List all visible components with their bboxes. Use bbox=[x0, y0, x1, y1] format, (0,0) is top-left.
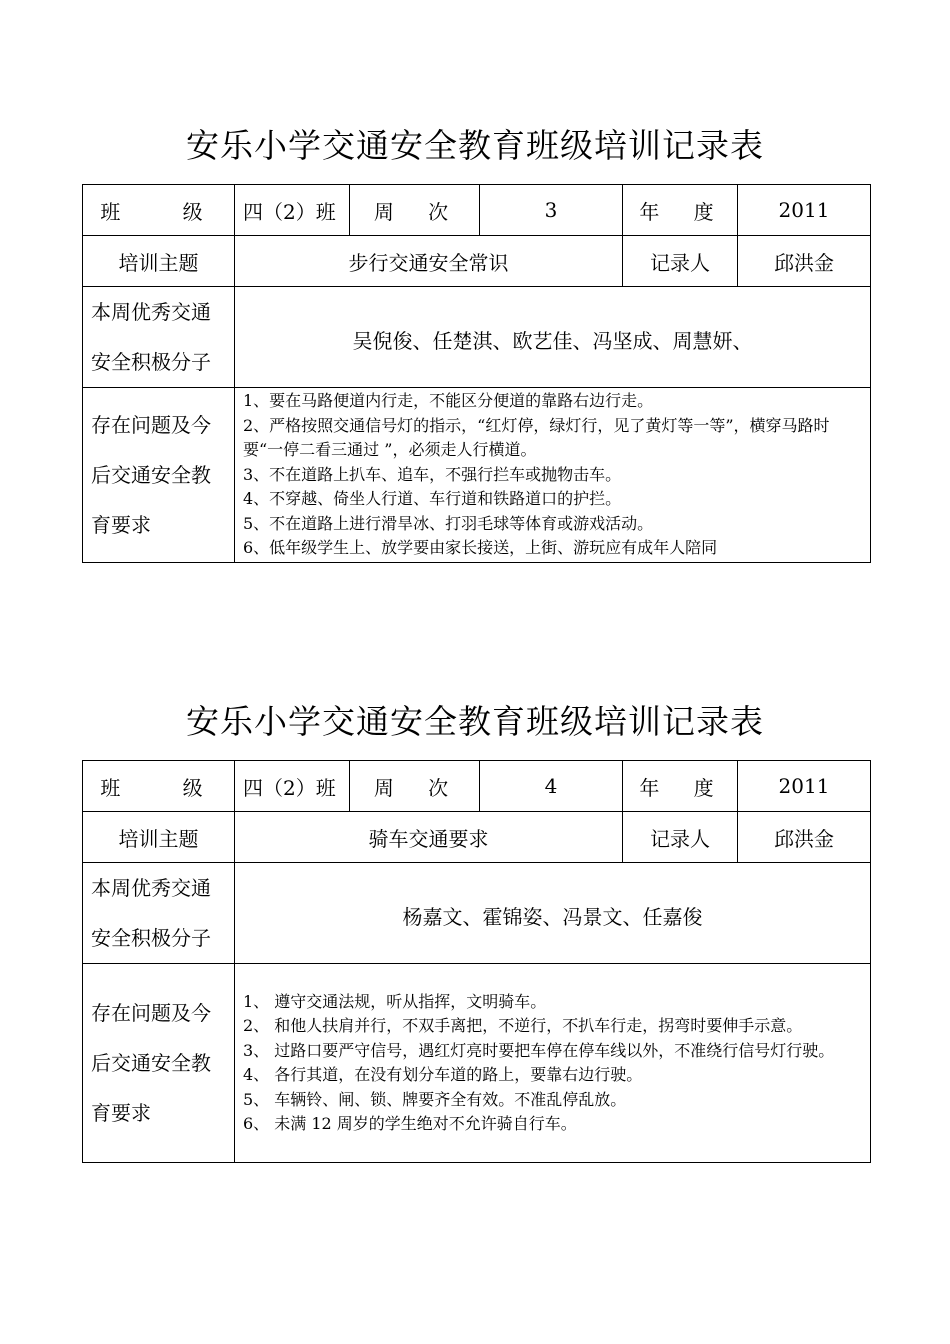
week-value: 3 bbox=[480, 185, 623, 236]
topic-label: 培训主题 bbox=[83, 812, 235, 863]
year-label: 年 度 bbox=[623, 761, 738, 812]
recorder-label: 记录人 bbox=[623, 236, 738, 287]
class-label: 班 级 bbox=[83, 761, 235, 812]
requirements-label-line-3: 育要求 bbox=[91, 1101, 151, 1125]
requirement-item: 5、不在道路上进行滑旱冰、打羽毛球等体育或游戏活动。 bbox=[243, 513, 654, 533]
class-value: 四（2）班 bbox=[235, 185, 350, 236]
year-label: 年 度 bbox=[623, 185, 738, 236]
requirements-label-line-2: 后交通安全教 bbox=[91, 1051, 211, 1075]
students-cell bbox=[235, 287, 871, 388]
year-value: 2011 bbox=[738, 761, 871, 812]
students-label bbox=[83, 287, 235, 388]
week-value: 4 bbox=[480, 761, 623, 812]
training-record-table bbox=[82, 760, 871, 1163]
requirement-item: 1、要在马路便道内行走，不能区分便道的靠路右边行走。 bbox=[243, 391, 654, 411]
students-value: 吴倪俊、任楚淇、欧艺佳、冯坚成、周慧妍、 bbox=[352, 329, 753, 353]
requirements-cell bbox=[235, 388, 871, 563]
requirement-item: 3、 过路口要严守信号，遇红灯亮时要把车停在停车线以外，不准绕行信号灯行驶。 bbox=[243, 1040, 835, 1060]
topic-value: 骑车交通要求 bbox=[235, 812, 623, 863]
topic-label: 培训主题 bbox=[83, 236, 235, 287]
requirement-item: 4、不穿越、倚坐人行道、车行道和铁路道口的护拦。 bbox=[243, 489, 622, 509]
training-record-table bbox=[82, 184, 871, 563]
recorder-label: 记录人 bbox=[623, 812, 738, 863]
week-label: 周 次 bbox=[350, 761, 480, 812]
topic-value: 步行交通安全常识 bbox=[235, 236, 623, 287]
students-cell bbox=[235, 863, 871, 964]
recorder-value: 邱洪金 bbox=[738, 812, 871, 863]
requirement-item: 6、低年级学生上、放学要由家长接送，上街、游玩应有成年人陪同 bbox=[243, 538, 718, 558]
class-label: 班 级 bbox=[83, 185, 235, 236]
requirement-item: 2、严格按照交通信号灯的指示，“红灯停，绿灯行，见了黄灯等一等”，横穿马路时要“一停二看三通过 ”，必须走人行横道。 bbox=[243, 415, 830, 460]
requirement-item: 1、 遵守交通法规，听从指挥，文明骑车。 bbox=[243, 991, 547, 1011]
requirements-label bbox=[83, 388, 235, 563]
requirements-cell bbox=[235, 964, 871, 1163]
requirement-item: 5、 车辆铃、闸、锁、牌要齐全有效。不准乱停乱放。 bbox=[243, 1089, 627, 1109]
requirements-list bbox=[235, 389, 870, 561]
requirements-list bbox=[235, 990, 870, 1137]
year-value: 2011 bbox=[738, 185, 871, 236]
students-label-line-1: 本周优秀交通 bbox=[91, 876, 211, 900]
class-value: 四（2）班 bbox=[235, 761, 350, 812]
page-title: 安乐小学交通安全教育班级培训记录表 bbox=[186, 126, 764, 165]
students-label-line-1: 本周优秀交通 bbox=[91, 300, 211, 324]
requirement-item: 3、不在道路上扒车、追车，不强行拦车或抛物击车。 bbox=[243, 464, 622, 484]
recorder-value: 邱洪金 bbox=[738, 236, 871, 287]
students-value: 杨嘉文、霍锦姿、冯景文、任嘉俊 bbox=[402, 905, 703, 929]
students-label bbox=[83, 863, 235, 964]
requirements-label bbox=[83, 964, 235, 1163]
students-label-line-2: 安全积极分子 bbox=[91, 926, 211, 950]
requirement-item: 4、 各行其道，在没有划分车道的路上，要靠右边行驶。 bbox=[243, 1065, 643, 1084]
week-label: 周 次 bbox=[350, 185, 480, 236]
students-label-line-2: 安全积极分子 bbox=[91, 350, 211, 374]
requirement-item: 6、 未满 12 周岁的学生绝对不允许骑自行车。 bbox=[243, 1114, 577, 1133]
requirements-label-line-2: 后交通安全教 bbox=[91, 463, 211, 487]
requirement-item: 2、 和他人扶肩并行，不双手离把，不逆行，不扒车行走，拐弯时要伸手示意。 bbox=[243, 1016, 803, 1035]
requirements-label-line-1: 存在问题及今 bbox=[91, 413, 211, 437]
requirements-label-line-1: 存在问题及今 bbox=[91, 1001, 211, 1025]
requirements-label-line-3: 育要求 bbox=[91, 513, 151, 537]
page-title: 安乐小学交通安全教育班级培训记录表 bbox=[186, 702, 764, 741]
